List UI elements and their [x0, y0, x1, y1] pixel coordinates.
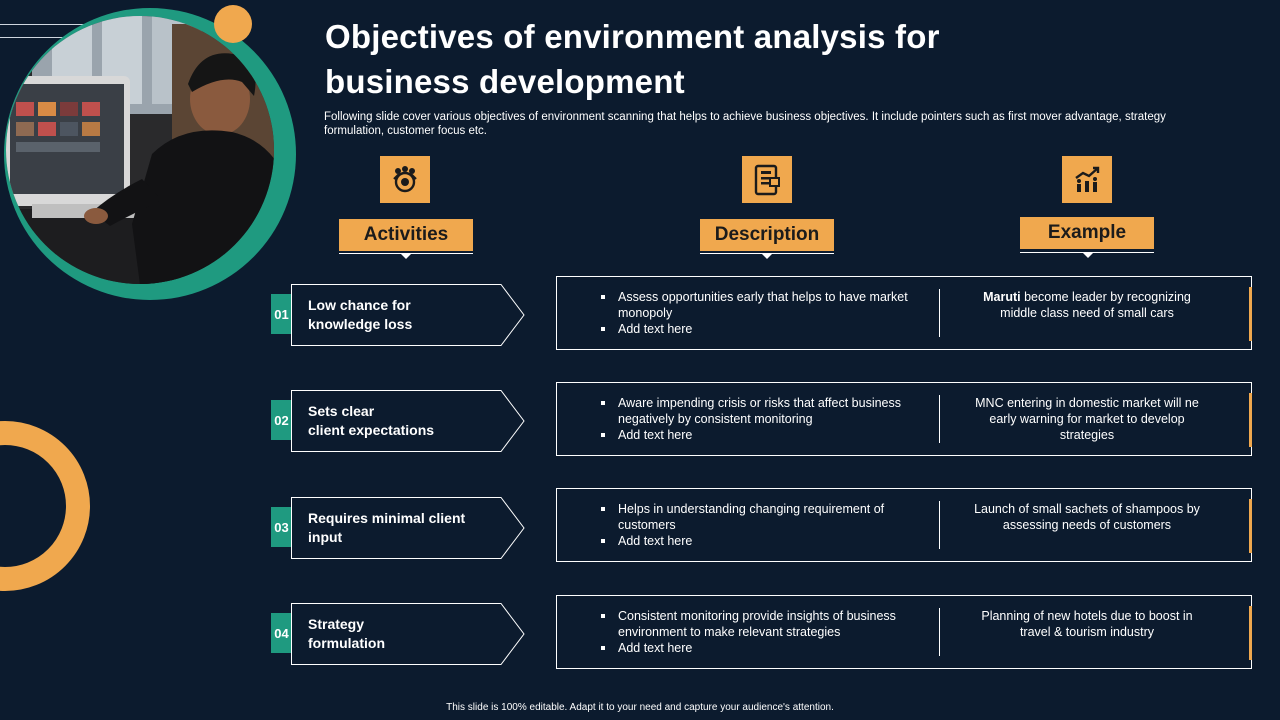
row-divider [939, 608, 940, 656]
activity-label: Sets clear client expectations [308, 403, 435, 438]
activity-arrow [291, 603, 527, 665]
hero-photo [0, 4, 304, 300]
description-bullet: Consistent monitoring provide insights of business environment to make relevant strategies [599, 608, 929, 640]
activity-label: Strategy formulation [308, 616, 385, 651]
row-divider [939, 501, 940, 549]
header-caret [401, 254, 411, 259]
row-number-badge: 03 [271, 507, 292, 547]
activity-arrow [291, 284, 527, 346]
description-bullet: Aware impending crisis or risks that affect business negatively by consistent monitoring [599, 395, 929, 427]
description-bullet: Add text here [599, 640, 929, 656]
activity-label: Low chance for knowledge loss [308, 297, 413, 332]
description-list [599, 395, 929, 443]
decor-dot [214, 5, 252, 43]
activities-icon-tile [380, 156, 430, 203]
description-bullet: Helps in understanding changing requirement of customers [599, 501, 929, 533]
document-list-icon [753, 164, 781, 196]
objective-row [556, 488, 1252, 562]
people-target-icon [390, 165, 420, 195]
row-number-badge: 01 [271, 294, 292, 334]
description-bullet: Add text here [599, 321, 929, 337]
objective-row [556, 276, 1252, 350]
objective-row [556, 595, 1252, 669]
example-text: Launch of small sachets of shampoos by assessing needs of customers [974, 502, 1200, 532]
row-divider [939, 395, 940, 443]
description-list [599, 289, 929, 337]
footer-note: This slide is 100% editable. Adapt it to your need and capture your audience's attention. [446, 702, 834, 713]
decor-ring [0, 421, 90, 591]
row-accent [1249, 393, 1252, 447]
header-caret [762, 254, 772, 259]
header-caret [1083, 253, 1093, 258]
row-accent [1249, 287, 1252, 341]
description-bullet: Add text here [599, 533, 929, 549]
row-number-badge: 04 [271, 613, 292, 653]
example-text: Planning of new hotels due to boost in travel & tourism industry [981, 609, 1193, 639]
objective-row [556, 382, 1252, 456]
column-header-activities: Activities [339, 219, 473, 251]
row-accent [1249, 606, 1252, 660]
activity-arrow [291, 390, 527, 452]
description-list [599, 501, 929, 549]
description-bullet: Add text here [599, 427, 929, 443]
example-text: Maruti become leader by recognizing middle class need of small cars [983, 290, 1191, 320]
example-text: MNC entering in domestic market will ne early warning for market to develop strategies [975, 396, 1199, 442]
description-list [599, 608, 929, 656]
activity-label: Requires minimal client input [308, 510, 466, 545]
row-accent [1249, 499, 1252, 553]
example-brand: Maruti [983, 290, 1021, 304]
example-icon-tile [1062, 156, 1112, 203]
description-icon-tile [742, 156, 792, 203]
description-bullet: Assess opportunities early that helps to have market monopoly [599, 289, 929, 321]
growth-chart-people-icon [1071, 164, 1103, 196]
row-number-badge: 02 [271, 400, 292, 440]
column-header-example: Example [1020, 217, 1154, 249]
page-subtitle: Following slide cover various objectives of environment scanning that helps to achieve business objectives. It include pointers such as first mover advantage, strategy formulation, customer focus etc. [324, 111, 1166, 137]
page-title: Objectives of environment analysis for business development [325, 18, 940, 100]
column-header-description: Description [700, 219, 834, 251]
activity-arrow [291, 497, 527, 559]
row-divider [939, 289, 940, 337]
